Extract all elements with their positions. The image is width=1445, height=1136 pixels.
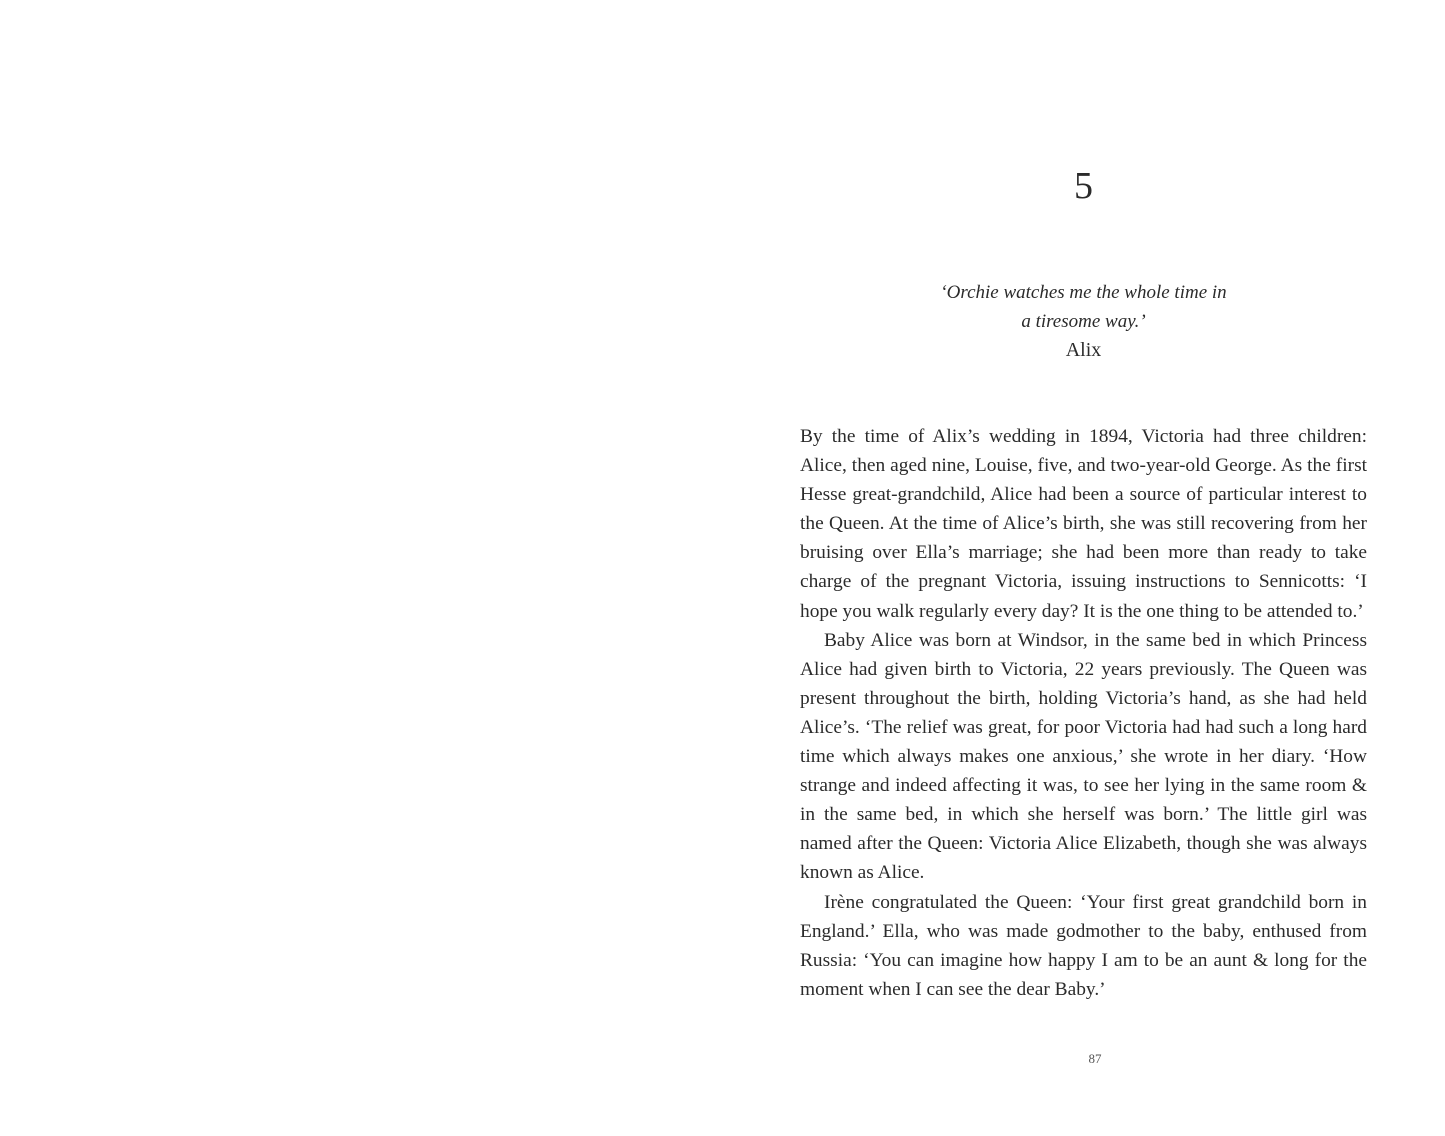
chapter-number-text: 5: [1074, 165, 1093, 207]
epigraph-quote: ‘Orchie watches me the whole time in a tiresome way.’: [940, 282, 1227, 332]
left-page-blank: [0, 0, 722, 1136]
epigraph: [800, 278, 1367, 365]
chapter-number: [722, 163, 1445, 209]
paragraph: By the time of Alix’s wedding in 1894, Victoria had three children: Alice, then aged nine, Louise, five, and two-year-old George. As the first Hesse great-grandchild, Alice had been a source of particular interest to the Queen. At the time of Alice’s birth, she was still recovering from her bruising over Ella’s marriage; she had been more than ready to take charge of the pregnant Victoria, issuing instructions to Sennicotts: ‘I hope you walk regularly every day? It is the one thing to be attended to.’: [800, 426, 1367, 622]
paragraph: Baby Alice was born at Windsor, in the same bed in which Princess Alice had given birth to Victoria, 22 years previously. The Queen was present throughout the birth, holding Victoria’s hand, as she had held Alice’s. ‘The relief was great, for poor Victoria had had such a long hard time which always makes one anxious,’ she wrote in her diary. ‘How strange and indeed affecting it was, to see her lying in the same room & in the same bed, in which she herself was born.’ The little girl was named after the Queen: Victoria Alice Elizabeth, though she was always known as Alice.: [800, 629, 1367, 884]
epigraph-author: Alix: [1065, 339, 1102, 361]
body-text: [800, 422, 1367, 1004]
paragraph: Irène congratulated the Queen: ‘Your first great grandchild born in England.’ Ella, who was made godmother to the baby, enthused from Russia: ‘You can imagine how happy I am to be an aunt & long for the moment when I can see the dear Baby.’: [800, 891, 1367, 1000]
page-number: 87: [1088, 1051, 1102, 1066]
